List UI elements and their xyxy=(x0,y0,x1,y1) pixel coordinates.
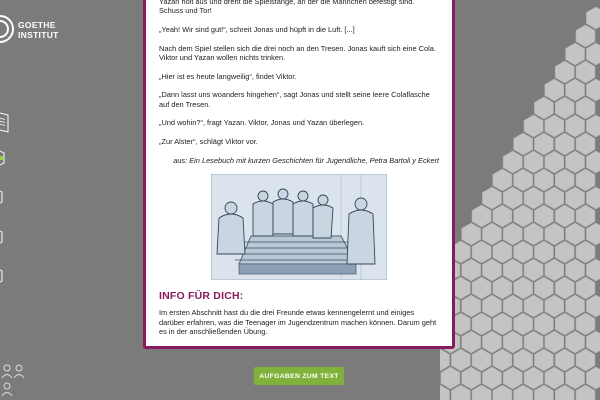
hexagon-tile xyxy=(482,331,501,353)
hexagon-tile xyxy=(545,331,564,353)
hexagon-tile xyxy=(566,367,585,389)
hexagon-tile xyxy=(586,331,600,353)
hexagon-tile xyxy=(514,241,533,263)
story-card xyxy=(143,0,455,349)
hexagon-tile xyxy=(566,331,585,353)
story-paragraph: Nach dem Spiel stellen sich die drei noch an den Tresen. Jonas kauft sich eine Cola. Viktor und Yazan wollen nichts trinken. xyxy=(159,43,436,62)
hexagon-tile xyxy=(566,295,585,317)
hexagon-tile xyxy=(524,187,543,209)
hexagon-tile xyxy=(555,349,574,371)
hexagon-tile xyxy=(524,295,543,317)
hexagon-tile xyxy=(555,241,574,263)
hexagon-tile xyxy=(586,7,600,29)
hexagon-tile xyxy=(555,133,574,155)
hexagon-tile xyxy=(566,187,585,209)
hexagon-tile xyxy=(482,223,501,245)
hexagon-tile xyxy=(576,205,595,227)
hexagon-tile xyxy=(555,277,574,299)
hexagon-tile xyxy=(555,205,574,227)
hexagon-tile xyxy=(576,241,595,263)
story-paragraph: „Hier ist es heute langweilig“, findet Viktor. xyxy=(159,71,297,81)
people-icon[interactable] xyxy=(0,362,30,400)
hexagon-tile xyxy=(566,223,585,245)
hexagon-tile xyxy=(462,295,481,317)
hexagon-tile xyxy=(545,115,564,137)
hexagon-tile xyxy=(524,151,543,173)
hexagon-tile xyxy=(566,259,585,281)
hexagon-tile xyxy=(555,61,574,83)
hexagon-tile xyxy=(534,205,553,227)
hexagon-tile xyxy=(514,205,533,227)
hexagon-tile xyxy=(524,223,543,245)
hexagon-tile xyxy=(545,223,564,245)
hexagon-tile xyxy=(545,295,564,317)
hexagon-tile xyxy=(451,349,470,371)
hexagon-tile xyxy=(524,259,543,281)
hexagon-tile xyxy=(482,367,501,389)
sidebar-hex-icon[interactable] xyxy=(0,186,14,208)
hexagon-tile xyxy=(534,385,553,400)
hexagon-tile xyxy=(493,241,512,263)
hexagon-tile xyxy=(586,367,600,389)
hexagon-tile xyxy=(462,259,481,281)
hexagon-tile xyxy=(482,295,501,317)
hexagon-tile xyxy=(586,259,600,281)
hexagon-tile xyxy=(576,25,595,47)
hexagon-tile xyxy=(545,79,564,101)
hexagon-tile xyxy=(566,79,585,101)
hexagon-tile xyxy=(534,313,553,335)
hexagon-tile xyxy=(586,79,600,101)
hexagon-tile xyxy=(534,133,553,155)
story-paragraph: Yazan holt aus und dreht die Spielstange, an der die Männchen befestigt sind. Schuss und Tor! xyxy=(159,0,415,16)
hexagon-tile xyxy=(524,115,543,137)
hexagon-tile xyxy=(555,169,574,191)
hexagon-tile xyxy=(472,277,491,299)
hexagon-tile xyxy=(586,151,600,173)
hexagon-tile xyxy=(472,385,491,400)
hexagon-tile xyxy=(555,97,574,119)
hexagon-tile xyxy=(472,241,491,263)
hexagon-tile xyxy=(514,313,533,335)
hexagon-tile xyxy=(514,385,533,400)
hexagon-tile xyxy=(472,349,491,371)
hexagon-tile xyxy=(576,349,595,371)
hexagon-tile xyxy=(576,277,595,299)
hexagon-tile xyxy=(493,205,512,227)
exercises-button[interactable]: AUFGABEN ZUM TEXT xyxy=(254,367,344,385)
hexagon-tile xyxy=(586,115,600,137)
hexagon-tile xyxy=(503,259,522,281)
hexagon-tile xyxy=(482,259,501,281)
sidebar-tools-icon[interactable] xyxy=(0,265,14,287)
hexagon-tile xyxy=(566,151,585,173)
story-paragraph: „Dann lasst uns woanders hingehen“, sagt Jonas und stellt seine leere Colaflasche auf den Tresen. xyxy=(159,90,430,109)
hexagon-tile xyxy=(566,43,585,65)
sidebar-book-icon[interactable] xyxy=(0,111,14,133)
hexagon-tile xyxy=(472,313,491,335)
hexagon-tile xyxy=(441,367,460,389)
logo-line-2: INSTITUT xyxy=(18,30,59,40)
hexagon-tile xyxy=(534,349,553,371)
hexagon-tile xyxy=(514,133,533,155)
hexagon-tile xyxy=(566,115,585,137)
hexagon-tile xyxy=(514,349,533,371)
hexagon-tile xyxy=(576,97,595,119)
goethe-logo xyxy=(0,8,60,48)
hexagon-tile xyxy=(576,133,595,155)
hexagon-tile xyxy=(555,385,574,400)
hexagon-tile xyxy=(534,169,553,191)
hexagon-tile xyxy=(482,187,501,209)
foosball-illustration xyxy=(211,174,387,280)
hexagon-tile xyxy=(576,385,595,400)
hexagon-tile xyxy=(493,169,512,191)
hexagon-tile xyxy=(503,367,522,389)
hexagon-tile xyxy=(493,385,512,400)
hexagon-tile xyxy=(493,313,512,335)
hexagon-tile xyxy=(586,187,600,209)
info-text: Im ersten Abschnitt hast du die drei Freunde etwas kennengelernt und einiges darüber erfahren, was die Teenager im Jugendzentrum machen können. Darum geht es in der anschließenden Übung. xyxy=(159,308,437,336)
hexagon-tile xyxy=(534,277,553,299)
hexagon-tile xyxy=(576,61,595,83)
hexagon-tile xyxy=(493,349,512,371)
hexagon-tile xyxy=(534,241,553,263)
hexagon-tile xyxy=(586,223,600,245)
sidebar-gear-icon[interactable] xyxy=(0,226,14,248)
logo-line-1: GOETHE xyxy=(18,20,56,30)
hexagon-tile xyxy=(524,331,543,353)
sidebar xyxy=(0,0,59,400)
hexagon-tile xyxy=(545,259,564,281)
hexagon-tile xyxy=(462,331,481,353)
hexagon-tile xyxy=(493,277,512,299)
hexagon-tile xyxy=(514,277,533,299)
story-source: aus: Ein Lesebuch mit kurzen Geschichten für Jugendliche, Petra Bartoli y Eckert xyxy=(173,155,439,165)
story-paragraph: „Zur Alster“, schlägt Viktor vor. xyxy=(159,137,258,147)
story-paragraph: „Und wohin?“, fragt Yazan. Viktor, Jonas und Yazan überlegen. xyxy=(159,118,365,128)
hexagon-tile xyxy=(534,97,553,119)
hexagon-tile xyxy=(472,205,491,227)
hexagon-tile xyxy=(586,295,600,317)
story-text xyxy=(159,0,439,146)
hexagon-tile xyxy=(524,367,543,389)
hexagon-tile xyxy=(576,313,595,335)
hexagon-tile xyxy=(545,187,564,209)
hexagon-tile xyxy=(503,331,522,353)
story-paragraph: „Yeah! Wir sind gut!“, schreit Jonas und hüpft in die Luft. [...] xyxy=(159,24,355,34)
hexagon-tile xyxy=(545,367,564,389)
hexagon-tile xyxy=(440,349,450,371)
hexagon-tile xyxy=(503,187,522,209)
hexagon-tile xyxy=(503,151,522,173)
hexagon-tile xyxy=(514,169,533,191)
hexagon-tile xyxy=(503,295,522,317)
hexagon-tile xyxy=(462,367,481,389)
info-title: INFO FÜR DICH: xyxy=(159,290,244,302)
hexagon-tile xyxy=(555,313,574,335)
logo-arc-icon xyxy=(0,14,18,44)
hexagon-tile xyxy=(586,43,600,65)
hexagon-tile xyxy=(451,385,470,400)
sidebar-active-hex-icon[interactable] xyxy=(0,147,14,169)
hexagon-tile xyxy=(576,169,595,191)
hexagon-tile xyxy=(545,151,564,173)
hexagon-tile xyxy=(503,223,522,245)
hexagon-pattern xyxy=(440,0,600,400)
hexagon-tile xyxy=(462,223,481,245)
